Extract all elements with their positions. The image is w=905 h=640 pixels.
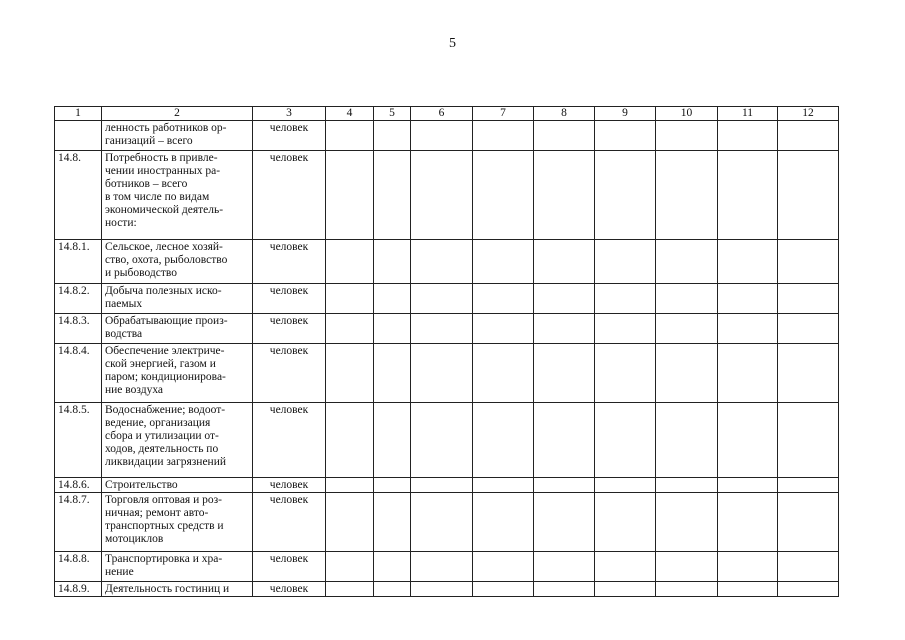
value-cell: [656, 552, 718, 582]
value-cell: [534, 344, 595, 403]
indicator-name: Строительство: [102, 478, 253, 493]
value-cell: [656, 403, 718, 478]
row-number: 14.8.8.: [55, 552, 102, 582]
value-cell: [534, 403, 595, 478]
value-cell: [534, 478, 595, 493]
value-cell: [595, 151, 656, 240]
value-cell: [326, 552, 374, 582]
value-cell: [374, 552, 411, 582]
header-cell: 1: [55, 107, 102, 121]
indicator-name: Деятельность гостиниц и: [102, 582, 253, 597]
unit-cell: человек: [253, 121, 326, 151]
value-cell: [778, 284, 839, 314]
page-number: 5: [449, 36, 456, 51]
value-cell: [473, 344, 534, 403]
value-cell: [656, 478, 718, 493]
value-cell: [411, 493, 473, 552]
value-cell: [595, 240, 656, 284]
value-cell: [374, 240, 411, 284]
value-cell: [411, 151, 473, 240]
value-cell: [778, 493, 839, 552]
value-cell: [374, 284, 411, 314]
value-cell: [411, 403, 473, 478]
value-cell: [718, 582, 778, 597]
value-cell: [374, 151, 411, 240]
value-cell: [473, 314, 534, 344]
value-cell: [595, 121, 656, 151]
value-cell: [534, 284, 595, 314]
unit-cell: человек: [253, 582, 326, 597]
value-cell: [778, 552, 839, 582]
table-row: [55, 582, 839, 597]
value-cell: [411, 284, 473, 314]
value-cell: [326, 403, 374, 478]
value-cell: [778, 314, 839, 344]
table-row: [55, 314, 839, 344]
value-cell: [718, 403, 778, 478]
value-cell: [778, 478, 839, 493]
value-cell: [595, 478, 656, 493]
value-cell: [656, 314, 718, 344]
value-cell: [656, 284, 718, 314]
value-cell: [473, 478, 534, 493]
value-cell: [595, 552, 656, 582]
table-row: [55, 121, 839, 151]
table-row: [55, 151, 839, 240]
unit-cell: человек: [253, 240, 326, 284]
value-cell: [718, 284, 778, 314]
indicator-name: Обеспечение электриче- ской энергией, газом и паром; кондиционирова- ние воздуха: [102, 344, 253, 403]
header-cell: 12: [778, 107, 839, 121]
header-cell: 8: [534, 107, 595, 121]
value-cell: [656, 344, 718, 403]
header-cell: 2: [102, 107, 253, 121]
indicator-name: Торговля оптовая и роз- ничная; ремонт авто- транспортных средств и мотоциклов: [102, 493, 253, 552]
value-cell: [326, 284, 374, 314]
unit-cell: человек: [253, 552, 326, 582]
value-cell: [718, 552, 778, 582]
value-cell: [656, 240, 718, 284]
value-cell: [718, 314, 778, 344]
value-cell: [778, 582, 839, 597]
value-cell: [473, 582, 534, 597]
value-cell: [778, 121, 839, 151]
value-cell: [326, 240, 374, 284]
header-cell: 4: [326, 107, 374, 121]
value-cell: [326, 151, 374, 240]
header-cell: 9: [595, 107, 656, 121]
value-cell: [374, 314, 411, 344]
value-cell: [656, 151, 718, 240]
value-cell: [326, 121, 374, 151]
value-cell: [326, 344, 374, 403]
value-cell: [374, 403, 411, 478]
value-cell: [473, 493, 534, 552]
value-cell: [326, 478, 374, 493]
row-number: [55, 121, 102, 151]
indicator-name: Потребность в привле- чении иностранных ра- ботников – всего в том числе по видам экономической деятель- ности:: [102, 151, 253, 240]
value-cell: [534, 314, 595, 344]
value-cell: [656, 121, 718, 151]
indicator-name: Транспортировка и хра- нение: [102, 552, 253, 582]
unit-cell: человек: [253, 493, 326, 552]
header-cell: 10: [656, 107, 718, 121]
indicator-name: ленность работников ор- ганизаций – всего: [102, 121, 253, 151]
value-cell: [718, 151, 778, 240]
value-cell: [473, 552, 534, 582]
value-cell: [326, 493, 374, 552]
row-number: 14.8.2.: [55, 284, 102, 314]
row-number: 14.8.4.: [55, 344, 102, 403]
value-cell: [718, 121, 778, 151]
table-row: [55, 403, 839, 478]
table-row: [55, 344, 839, 403]
row-number: 14.8.9.: [55, 582, 102, 597]
table-row: [55, 493, 839, 552]
row-number: 14.8.6.: [55, 478, 102, 493]
unit-cell: человек: [253, 478, 326, 493]
table-header-row: [55, 107, 839, 121]
unit-cell: человек: [253, 151, 326, 240]
unit-cell: человек: [253, 344, 326, 403]
indicator-name: Водоснабжение; водоот- ведение, организация сбора и утилизации от- ходов, деятельность по ликвидации загрязнений: [102, 403, 253, 478]
value-cell: [411, 344, 473, 403]
table-row: [55, 552, 839, 582]
indicator-name: Обрабатывающие произ- водства: [102, 314, 253, 344]
header-cell: 6: [411, 107, 473, 121]
header-cell: 3: [253, 107, 326, 121]
value-cell: [778, 403, 839, 478]
value-cell: [374, 582, 411, 597]
value-cell: [656, 582, 718, 597]
value-cell: [411, 121, 473, 151]
value-cell: [595, 493, 656, 552]
value-cell: [326, 582, 374, 597]
row-number: 14.8.7.: [55, 493, 102, 552]
value-cell: [534, 240, 595, 284]
value-cell: [473, 121, 534, 151]
value-cell: [326, 314, 374, 344]
value-cell: [473, 284, 534, 314]
value-cell: [595, 582, 656, 597]
indicator-name: Добыча полезных иско- паемых: [102, 284, 253, 314]
table-row: [55, 284, 839, 314]
value-cell: [534, 552, 595, 582]
value-cell: [411, 582, 473, 597]
value-cell: [656, 493, 718, 552]
value-cell: [534, 493, 595, 552]
value-cell: [411, 552, 473, 582]
table-row: [55, 240, 839, 284]
value-cell: [473, 240, 534, 284]
header-cell: 11: [718, 107, 778, 121]
value-cell: [718, 478, 778, 493]
value-cell: [778, 344, 839, 403]
unit-cell: человек: [253, 284, 326, 314]
value-cell: [595, 403, 656, 478]
value-cell: [718, 493, 778, 552]
value-cell: [595, 284, 656, 314]
header-cell: 7: [473, 107, 534, 121]
value-cell: [778, 240, 839, 284]
row-number: 14.8.3.: [55, 314, 102, 344]
header-cell: 5: [374, 107, 411, 121]
value-cell: [374, 344, 411, 403]
value-cell: [534, 582, 595, 597]
value-cell: [473, 151, 534, 240]
value-cell: [778, 151, 839, 240]
indicator-name: Сельское, лесное хозяй- ство, охота, рыболовство и рыбоводство: [102, 240, 253, 284]
value-cell: [374, 121, 411, 151]
indicators-table: [54, 106, 839, 597]
row-number: 14.8.5.: [55, 403, 102, 478]
unit-cell: человек: [253, 403, 326, 478]
value-cell: [534, 121, 595, 151]
unit-cell: человек: [253, 314, 326, 344]
value-cell: [595, 314, 656, 344]
row-number: 14.8.: [55, 151, 102, 240]
value-cell: [473, 403, 534, 478]
value-cell: [718, 240, 778, 284]
value-cell: [718, 344, 778, 403]
value-cell: [374, 478, 411, 493]
value-cell: [534, 151, 595, 240]
table-row: [55, 478, 839, 493]
value-cell: [411, 478, 473, 493]
value-cell: [411, 240, 473, 284]
value-cell: [411, 314, 473, 344]
row-number: 14.8.1.: [55, 240, 102, 284]
value-cell: [595, 344, 656, 403]
value-cell: [374, 493, 411, 552]
